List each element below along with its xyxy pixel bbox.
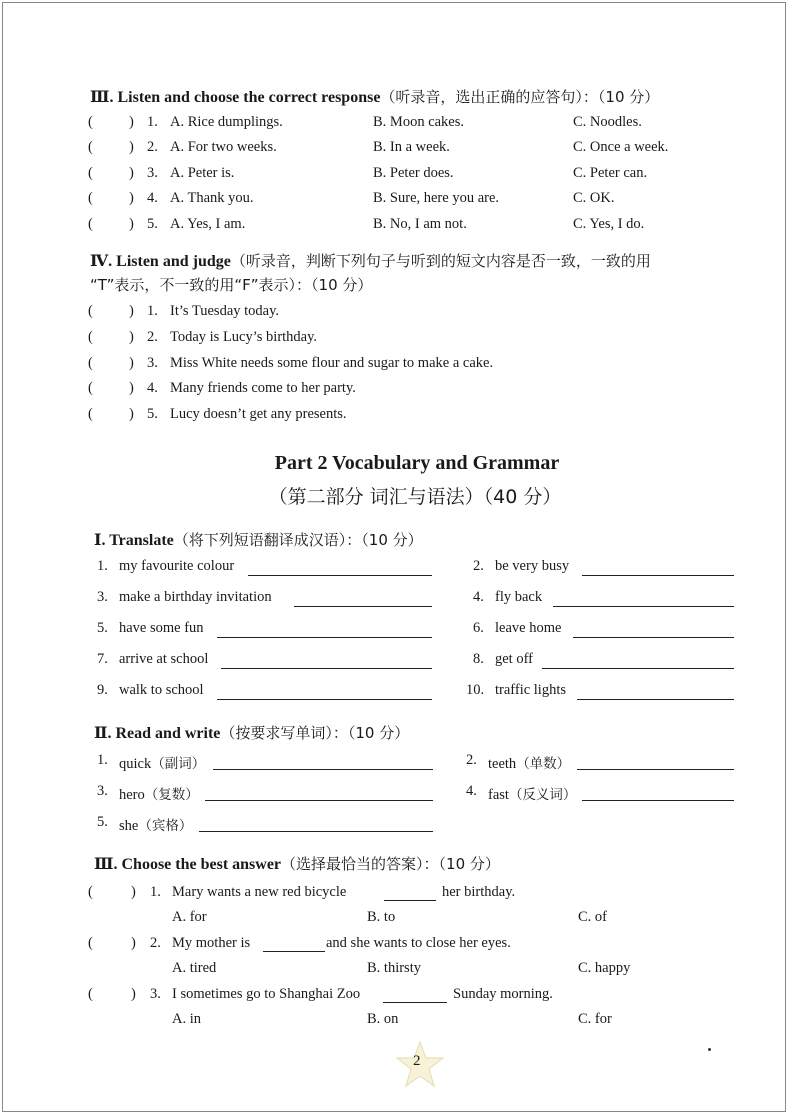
- sec4-item-1-paren-open: (: [88, 303, 93, 319]
- sec3-item-3-paren-open: (: [88, 165, 93, 181]
- part-2-title: Part 2 Vocabulary and Grammar: [274, 452, 560, 474]
- p2s1-answer-line[interactable]: [217, 699, 432, 700]
- sec4-item-5-paren-close: ): [129, 406, 134, 422]
- part-2-subtitle: （第二部分 词汇与语法）（40 分）: [268, 486, 562, 508]
- p2s1-item-number: 3.: [97, 589, 108, 605]
- p2s2-word: teeth: [488, 756, 517, 772]
- p2s3-option-b: B. thirsty: [367, 960, 421, 976]
- p2s1-phrase: walk to school: [119, 682, 204, 698]
- sec4-item-number: 5.: [147, 406, 158, 422]
- p2-section-2-label: Ⅱ. Read and write: [94, 725, 221, 742]
- sec4-item-2-paren-close: ): [129, 329, 134, 345]
- p2s2-hint: （宾格）: [138, 818, 193, 834]
- p2s1-item-number: 8.: [473, 651, 484, 667]
- sec3-option-b: B. In a week.: [373, 139, 450, 155]
- sec4-item-number: 2.: [147, 329, 158, 345]
- p2s2-hint: （复数）: [144, 787, 199, 803]
- sec3-option-c: C. OK.: [573, 190, 615, 206]
- sec3-option-c: C. Once a week.: [573, 139, 669, 155]
- sec4-item-number: 1.: [147, 303, 158, 319]
- p2s1-phrase: leave home: [495, 620, 562, 636]
- p2s2-word-line: [119, 752, 205, 773]
- p2s1-answer-line[interactable]: [221, 668, 432, 669]
- p2s1-answer-line[interactable]: [553, 606, 734, 607]
- p2s1-phrase: have some fun: [119, 620, 204, 636]
- p2s1-item-number: 5.: [97, 620, 108, 636]
- p2-section-1-note: （将下列短语翻译成汉语）：（10 分）: [173, 531, 423, 549]
- p2s3-option-b: B. to: [367, 909, 396, 925]
- section-3-label: Ⅲ. Listen and choose the correct response: [90, 89, 381, 106]
- p2s3-option-c: C. happy: [578, 960, 631, 976]
- p2s1-phrase: fly back: [495, 589, 543, 605]
- p2s2-item-number: 4.: [466, 783, 477, 799]
- p2s1-answer-line[interactable]: [573, 637, 734, 638]
- p2s2-word: quick: [119, 756, 152, 772]
- section-4-label: Ⅳ. Listen and judge: [90, 253, 231, 270]
- p2s2-word-line: [488, 783, 576, 804]
- sec3-option-b: B. Peter does.: [373, 165, 454, 181]
- sec3-option-a: A. Thank you.: [170, 190, 254, 206]
- p2s2-word-line: [119, 814, 192, 835]
- p2s3-item-number: 2.: [150, 935, 161, 951]
- sec4-item-4-paren-close: ): [129, 380, 134, 396]
- p2-section-3-heading: [94, 853, 500, 874]
- p2-section-1-heading: [94, 529, 423, 550]
- sec3-option-c: C. Yes, I do.: [573, 216, 645, 232]
- p2s1-item-number: 1.: [97, 558, 108, 574]
- sec3-option-a: A. Yes, I am.: [170, 216, 246, 232]
- p2s1-phrase: get off: [495, 651, 533, 667]
- sec3-item-1-paren-open: (: [88, 114, 93, 130]
- p2s3-question-blank[interactable]: [384, 900, 436, 901]
- p2s1-answer-line[interactable]: [582, 575, 734, 576]
- p2s2-word: fast: [488, 787, 509, 803]
- sec3-item-2-paren-close: ): [129, 139, 134, 155]
- p2s2-item-number: 3.: [97, 783, 108, 799]
- sec4-statement: Many friends come to her party.: [170, 380, 356, 396]
- sec3-option-b: B. Moon cakes.: [373, 114, 465, 130]
- sec3-option-b: B. No, I am not.: [373, 216, 467, 232]
- p2s1-answer-line[interactable]: [577, 699, 734, 700]
- sec3-item-1-paren-close: ): [129, 114, 134, 130]
- p2s2-answer-line[interactable]: [582, 800, 734, 801]
- section-4-heading-line-2: [90, 274, 372, 295]
- p2s3-option-a: A. for: [172, 909, 207, 925]
- p2s1-item-number: 2.: [473, 558, 484, 574]
- speck: [708, 1048, 711, 1051]
- p2s3-item-2-paren-close: ): [131, 935, 136, 951]
- p2s2-item-number: 5.: [97, 814, 108, 830]
- p2s2-word: she: [119, 818, 139, 834]
- sec4-item-number: 3.: [147, 355, 158, 371]
- section-3-heading: [90, 86, 659, 107]
- p2s2-word-line: [119, 783, 199, 804]
- p2s1-answer-line[interactable]: [248, 575, 432, 576]
- p2s2-item-number: 2.: [466, 752, 477, 768]
- p2s2-answer-line[interactable]: [577, 769, 734, 770]
- sec4-item-number: 4.: [147, 380, 158, 396]
- p2s3-question-start: I sometimes go to Shanghai Zoo: [172, 986, 361, 1002]
- p2s1-item-number: 9.: [97, 682, 108, 698]
- p2s3-option-a: A. tired: [172, 960, 217, 976]
- p2s3-question-end: her birthday.: [442, 884, 516, 900]
- p2s2-word: hero: [119, 787, 145, 803]
- section-4-note-2: “T”表示，不一致的用“F”表示）：（10 分）: [90, 276, 373, 294]
- p2-section-1-label: Ⅰ. Translate: [94, 532, 174, 549]
- sec4-item-5-paren-open: (: [88, 406, 93, 422]
- p2s3-item-number: 3.: [150, 986, 161, 1002]
- p2s3-item-3-paren-open: (: [88, 986, 93, 1002]
- sec3-option-b: B. Sure, here you are.: [373, 190, 500, 206]
- p2s2-hint: （反义词）: [508, 787, 577, 803]
- p2s1-phrase: arrive at school: [119, 651, 209, 667]
- sec3-item-number: 3.: [147, 165, 158, 181]
- p2s3-item-3-paren-close: ): [131, 986, 136, 1002]
- p2s3-question-start: My mother is: [172, 935, 251, 951]
- sec3-item-5-paren-open: (: [88, 216, 93, 232]
- p2s3-question-blank[interactable]: [263, 951, 325, 952]
- p2s3-item-2-paren-open: (: [88, 935, 93, 951]
- p2s2-answer-line[interactable]: [199, 831, 433, 832]
- p2s2-answer-line[interactable]: [205, 800, 433, 801]
- p2-section-2-heading: [94, 722, 409, 743]
- p2s2-word-line: [488, 752, 570, 773]
- sec3-item-number: 2.: [147, 139, 158, 155]
- sec3-item-2-paren-open: (: [88, 139, 93, 155]
- sec3-item-4-paren-open: (: [88, 190, 93, 206]
- p2s2-hint: （单数）: [516, 756, 571, 772]
- page-number: 2: [413, 1053, 421, 1069]
- p2s3-option-b: B. on: [367, 1011, 399, 1027]
- p2-section-2-note: （按要求写单词）：（10 分）: [220, 724, 410, 742]
- p2s3-item-number: 1.: [150, 884, 161, 900]
- section-4-heading: [90, 250, 651, 271]
- p2-section-3-note: （选择最恰当的答案）：（10 分）: [281, 855, 500, 873]
- p2s3-question-start: Mary wants a new red bicycle: [172, 884, 347, 900]
- sec3-option-a: A. Peter is.: [170, 165, 235, 181]
- p2-section-3-label: Ⅲ. Choose the best answer: [94, 856, 282, 873]
- sec4-statement: It’s Tuesday today.: [170, 303, 280, 319]
- p2s2-hint: （副词）: [151, 756, 206, 772]
- sec4-statement: Lucy doesn’t get any presents.: [170, 406, 347, 422]
- p2s1-answer-line[interactable]: [294, 606, 432, 607]
- sec4-item-4-paren-open: (: [88, 380, 93, 396]
- p2s3-option-c: C. for: [578, 1011, 612, 1027]
- sec3-item-4-paren-close: ): [129, 190, 134, 206]
- sec4-item-3-paren-open: (: [88, 355, 93, 371]
- section-3-note: （听录音，选出正确的应答句）：（10 分）: [380, 88, 660, 106]
- sec3-item-5-paren-close: ): [129, 216, 134, 232]
- p2s1-phrase: my favourite colour: [119, 558, 235, 574]
- sec4-statement: Miss White needs some flour and sugar to make a cake.: [170, 355, 494, 371]
- p2s1-item-number: 10.: [466, 682, 485, 698]
- sec3-option-a: A. Rice dumplings.: [170, 114, 283, 130]
- p2s3-question-end: and she wants to close her eyes.: [326, 935, 511, 951]
- sec3-option-c: C. Peter can.: [573, 165, 648, 181]
- sec3-option-a: A. For two weeks.: [170, 139, 277, 155]
- p2s2-item-number: 1.: [97, 752, 108, 768]
- p2s1-phrase: be very busy: [495, 558, 570, 574]
- p2s1-phrase: traffic lights: [495, 682, 567, 698]
- sec3-item-number: 1.: [147, 114, 158, 130]
- sec3-item-number: 4.: [147, 190, 158, 206]
- sec4-statement: Today is Lucy’s birthday.: [170, 329, 318, 345]
- sec3-item-number: 5.: [147, 216, 158, 232]
- p2s3-item-1-paren-open: (: [88, 884, 93, 900]
- p2s1-item-number: 6.: [473, 620, 484, 636]
- sec4-item-3-paren-close: ): [129, 355, 134, 371]
- sec4-item-2-paren-open: (: [88, 329, 93, 345]
- p2s1-item-number: 4.: [473, 589, 484, 605]
- section-4-note-1: （听录音，判断下列句子与听到的短文内容是否一致，一致的用: [230, 252, 651, 270]
- p2s3-question-blank[interactable]: [383, 1002, 447, 1003]
- p2s1-item-number: 7.: [97, 651, 108, 667]
- p2s1-phrase: make a birthday invitation: [119, 589, 272, 605]
- p2s2-answer-line[interactable]: [213, 769, 433, 770]
- sec3-item-3-paren-close: ): [129, 165, 134, 181]
- p2s3-option-c: C. of: [578, 909, 607, 925]
- p2s3-item-1-paren-close: ): [131, 884, 136, 900]
- sec3-option-c: C. Noodles.: [573, 114, 642, 130]
- p2s1-answer-line[interactable]: [217, 637, 432, 638]
- p2s3-question-end: Sunday morning.: [453, 986, 553, 1002]
- p2s3-option-a: A. in: [172, 1011, 201, 1027]
- sec4-item-1-paren-close: ): [129, 303, 134, 319]
- p2s1-answer-line[interactable]: [542, 668, 734, 669]
